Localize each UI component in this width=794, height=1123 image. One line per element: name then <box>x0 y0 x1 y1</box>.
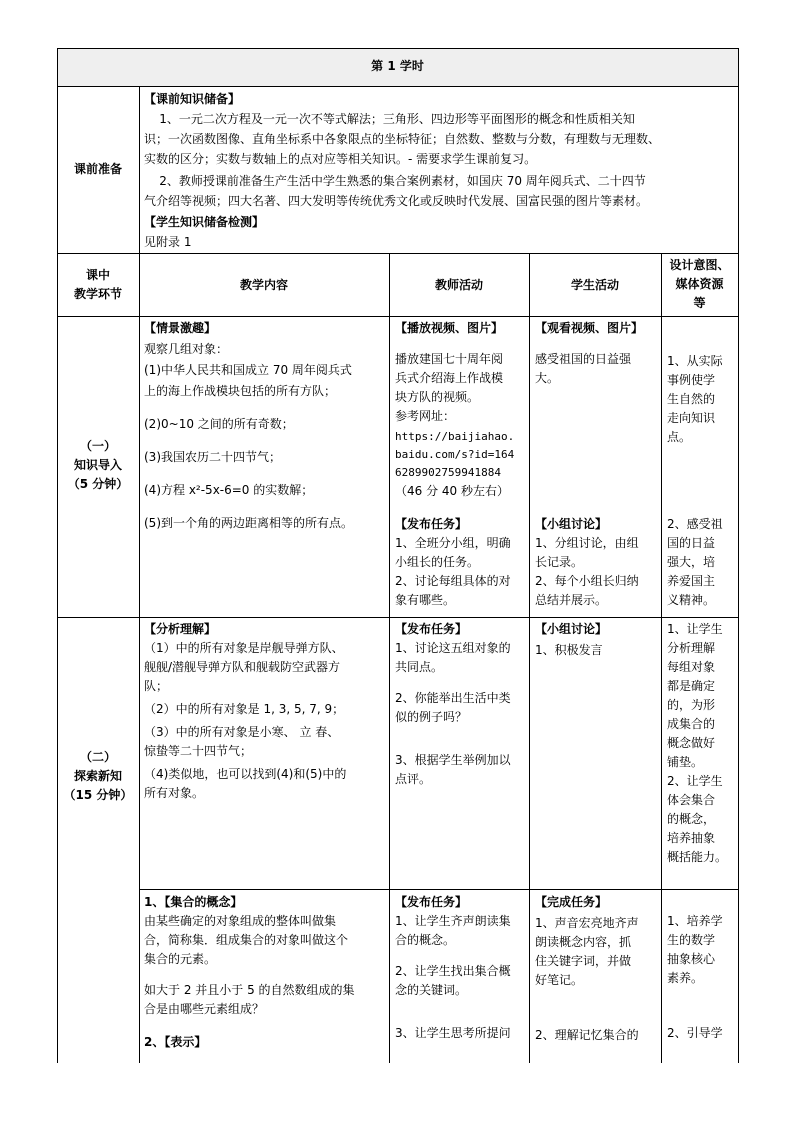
grid-line <box>57 48 739 49</box>
header-teacher: 教师活动 <box>434 278 483 292</box>
prep-para2-line: 气介绍等视频；四大名著、四大发明等传统优秀文化或反映时代发展、国富民强的图片等素材。 <box>144 194 649 208</box>
section1-student-2: 【小组讨论】 1、分组讨论，由组 长记录。 2、每个小组长归纳 总结并展示。 <box>535 517 639 607</box>
prep-heading-knowledge: 【课前知识储备】 <box>144 92 241 106</box>
page-title: 第 1 学时 <box>371 59 424 73</box>
prep-heading-check: 【学生知识储备检测】 <box>144 215 265 229</box>
section2-label: （二） 探索新知 （15 分钟） <box>63 750 133 802</box>
section2-content: 【分析理解】 （1）中的所有对象是岸舰导弹方队、 舰舰/潜舰导弹方队和舰载防空武器方 队； （2）中的所有对象是 1, 3, 5, 7, 9； （3）中的所有对象是小寒、 立 春、 惊蛰等二十四节气； （4)类似地，也可以找到(4)和(5)中的 所有对象。 <box>144 622 347 800</box>
section3-student: 【完成任务】 1、声音宏亮地齐声 朗读概念内容，抓 住关键字词，并做 好笔记。 2、理解记忆集合的 <box>535 895 639 1042</box>
prep-label: 课前准备 <box>73 162 122 176</box>
header-phase: 课中 教学环节 <box>73 268 122 301</box>
prep-para1-line: 实数的区分；实数与数轴上的点对应等相关知识。- 需要求学生课前复习。 <box>144 152 537 166</box>
section2-student: 【小组讨论】 1、积极发言 <box>535 622 608 657</box>
grid-line <box>57 253 739 254</box>
grid-line <box>139 86 140 1063</box>
section1-intent-2: 2、感受祖 国的日益 强大，培 养爱国主 义精神。 <box>667 517 723 607</box>
header-intent: 设计意图、 媒体资源 等 <box>669 258 730 310</box>
section3-content: 1、【集合的概念】 由某些确定的对象组成的整体叫做集 合，简称集．组成集合的对象叫做这个 集合的元素。 如大于 2 并且小于 5 的自然数组成的集 合是由哪些元素组成？ 2、【表示】 <box>144 895 355 1049</box>
grid-line <box>389 253 390 1063</box>
section2-intent: 1、让学生 分析理解 每组对象 都是确定 的，为形 成集合的 概念做好 铺垫。 2、让学生 体会集合 的概念， 培养抽象 概括能力。 <box>667 622 728 864</box>
section1-student: 【观看视频、图片】 感受祖国的日益强 大。 <box>535 321 644 385</box>
section1-intent: 1、从实际 事例使学 生自然的 走向知识 点。 <box>667 354 723 444</box>
grid-line <box>529 253 530 1063</box>
grid-line <box>57 86 739 87</box>
section1-label: （一） 知识导入 （5 分钟） <box>67 439 129 491</box>
section1-teacher: 【播放视频、图片】 播放建国七十周年阅 兵式介绍海上作战模 块方队的视频。 参考网址： https://baijiahao. baidu.com/s?id=164 6289902759941884 （46 分 40 秒左右） 【发布任务】 1、全班分小组，明确 小组长的任务。 2、讨论每组具体的对 象有哪些。 <box>395 321 515 607</box>
prep-appendix: 见附录 1 <box>144 235 192 249</box>
grid-line <box>57 617 739 618</box>
grid-line <box>661 253 662 1063</box>
grid-line <box>57 316 739 317</box>
section3-intent: 1、培养学 生的数学 抽象核心 素养。 2、引导学 <box>667 914 723 1040</box>
grid-line <box>738 48 739 1063</box>
header-content: 教学内容 <box>239 278 288 292</box>
prep-para1-line: 识；一次函数图像、直角坐标系中各象限点的坐标特征；自然数、整数与分数，有理数与无理数、 <box>144 132 661 146</box>
prep-para2-line: 2、教师授课前准备生产生活中学生熟悉的集合案例素材，如国庆 70 周年阅兵式、二十四节 <box>144 174 646 188</box>
section2-teacher: 【发布任务】 1、讨论这五组对象的 共同点。 2、你能举出生活中类 似的例子吗？ 3、根据学生举例加以 点评。 <box>395 622 511 786</box>
header-student: 学生活动 <box>570 278 619 292</box>
section3-teacher: 【发布任务】 1、让学生齐声朗读集 合的概念。 2、让学生找出集合概 念的关键词。 3、让学生思考所提问 <box>395 895 511 1040</box>
grid-line <box>57 48 58 1063</box>
prep-para1-line: 1、一元二次方程及一元一次不等式解法；三角形、四边形等平面图形的概念和性质相关知 <box>144 112 635 126</box>
section1-content: 【情景激趣】 观察几组对象： (1)中华人民共和国成立 70 周年阅兵式 上的海上作战模块包括的所有方队； (2)0~10 之间的所有奇数； (3)我国农历二十四节气； (4)方程 x²-5x-6=0 的实数解； (5)到一个角的两边距离相等的所有点。 <box>144 321 353 530</box>
grid-line <box>139 889 739 890</box>
